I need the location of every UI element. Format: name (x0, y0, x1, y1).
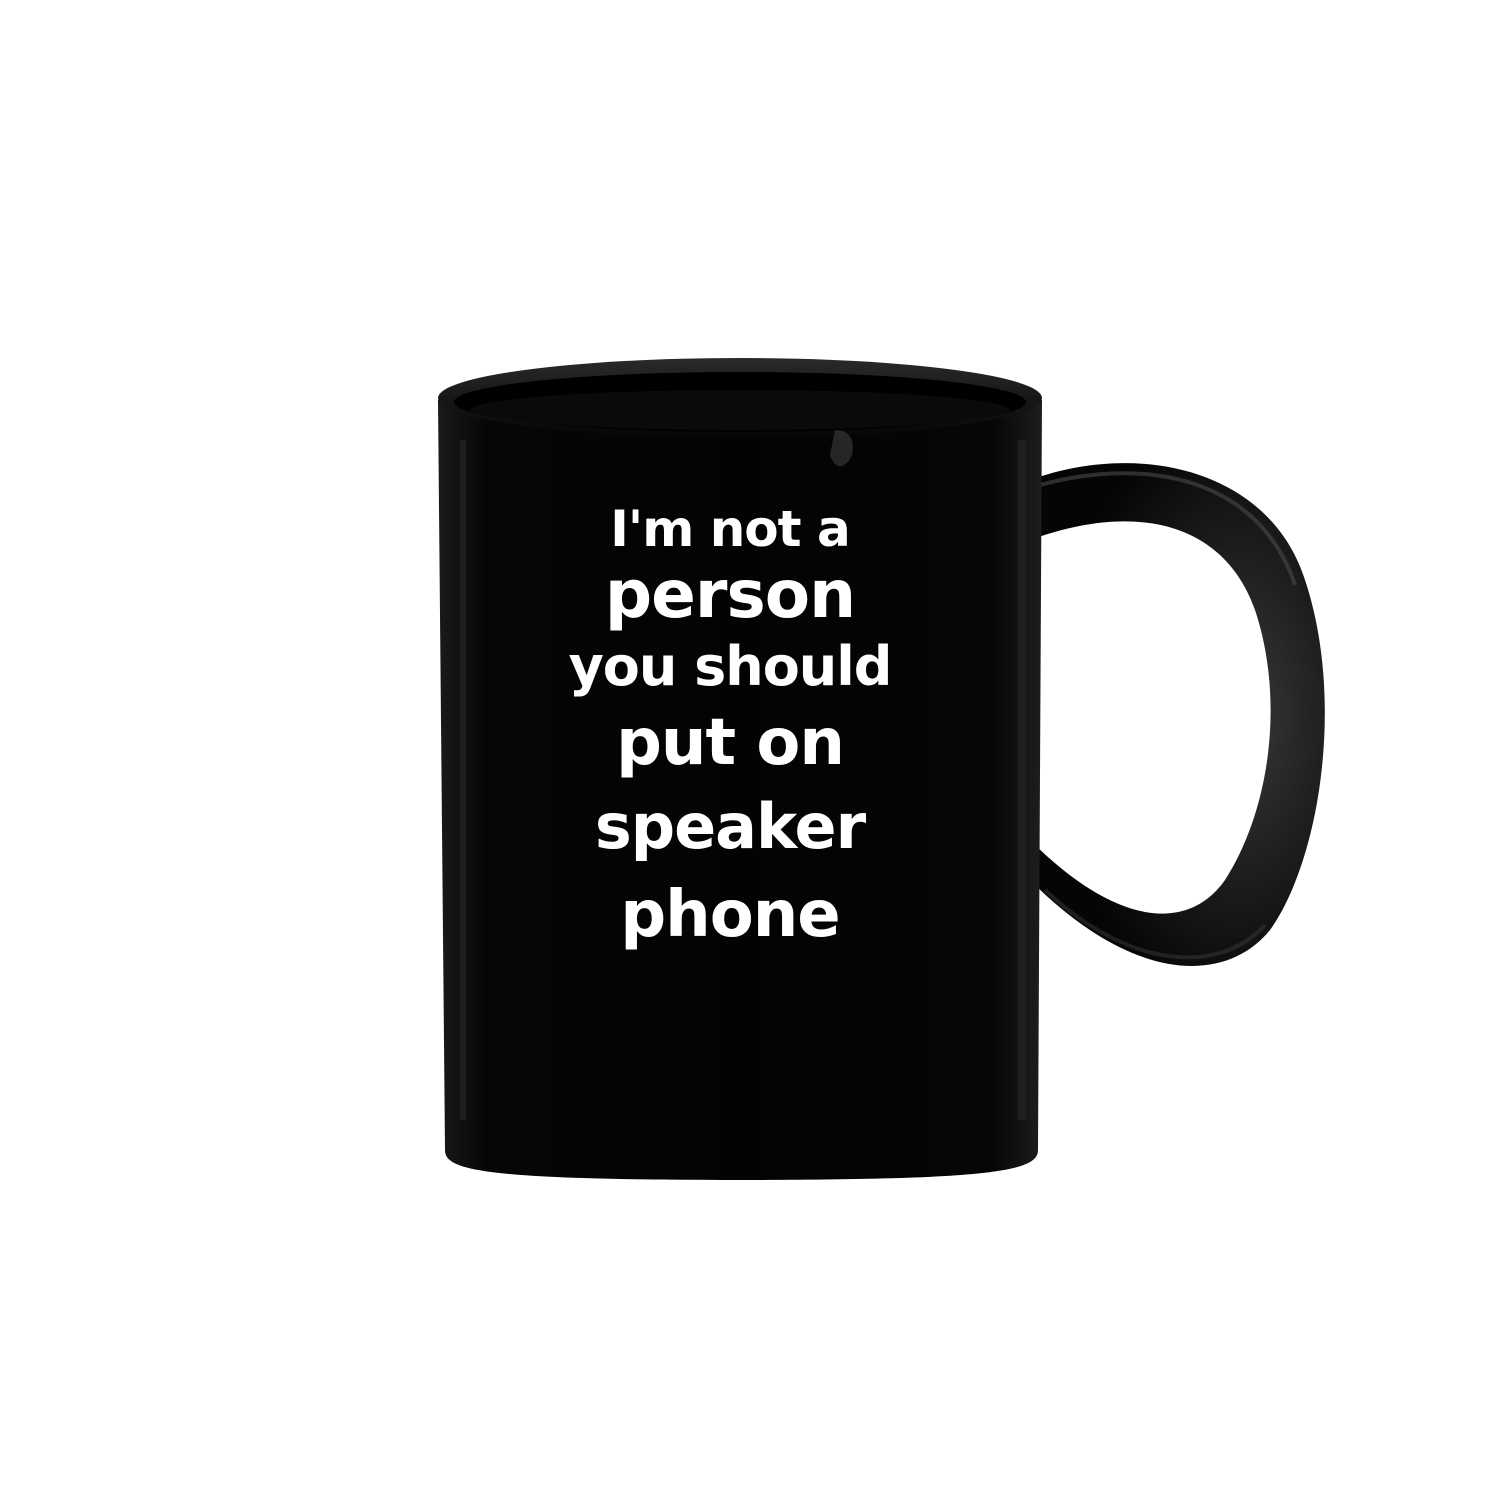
print-line-5: speaker (594, 790, 866, 863)
mug-print-text (520, 500, 940, 960)
print-line-6: phone (620, 878, 840, 952)
print-line-2: person (604, 556, 856, 633)
mug-handle (1030, 463, 1325, 966)
print-line-4: put on (616, 706, 844, 780)
print-line-1: I'm not a (610, 500, 850, 558)
print-line-3: you should (568, 635, 892, 698)
